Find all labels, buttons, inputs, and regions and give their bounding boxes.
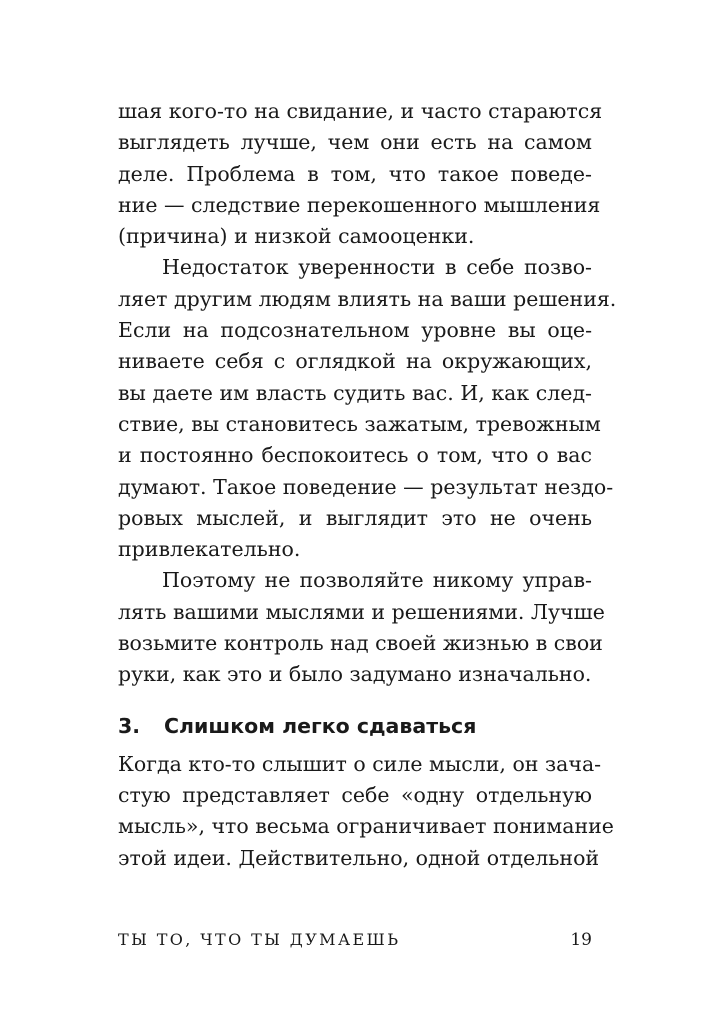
- text-line: деле. Проблема в том, что такое поведе-: [118, 161, 592, 186]
- page-number: 19: [570, 930, 592, 950]
- paragraph-1: [118, 96, 603, 252]
- text-line: привлекательно.: [118, 537, 301, 562]
- section-title: Слишком легко сдаваться: [164, 713, 477, 738]
- text-line: лять вашими мыслями и решениями. Лучше: [118, 599, 605, 624]
- text-line: руки, как это и было задумано изначально.: [118, 662, 592, 687]
- text-line: ние — следствие перекошенного мышления: [118, 192, 601, 217]
- text-line: мысль», что весьма ограничивает понимание: [118, 814, 614, 839]
- text-line: (причина) и низкой самооценки.: [118, 224, 475, 249]
- text-line: выглядеть лучше, чем они есть на самом: [118, 130, 592, 155]
- page-body: [118, 96, 617, 874]
- text-line: шая кого-то на свидание, и часто стараются: [118, 99, 603, 123]
- paragraph-3: [118, 565, 605, 690]
- running-title: ТЫ ТО, ЧТО ТЫ ДУМАЕШЬ: [118, 930, 401, 949]
- text-line: думают. Такое поведение — результат нездо-: [118, 474, 614, 499]
- text-line: Если на подсознательном уровне вы оце-: [118, 318, 592, 343]
- text-line: ниваете себя с оглядкой на окружающих,: [118, 349, 592, 374]
- text-line: Недостаток уверенности в себе позво-: [162, 255, 592, 280]
- text-line: ствие, вы становитесь зажатым, тревожным: [118, 411, 601, 436]
- text-line: ляет другим людям влиять на ваши решения.: [118, 286, 617, 311]
- text-line: Поэтому не позволяйте никому управ-: [162, 568, 592, 593]
- section-number: 3.: [118, 713, 141, 738]
- text-line: Когда кто-то слышит о силе мысли, он зача-: [118, 751, 602, 776]
- text-line: ровых мыслей, и выглядит это не очень: [118, 505, 592, 530]
- text-line: вы даете им власть судить вас. И, как след-: [118, 380, 592, 405]
- page-footer: [118, 928, 592, 952]
- text-line: стую представляет себе «одну отдельную: [118, 782, 592, 807]
- section-heading: [118, 713, 592, 739]
- paragraph-2: [118, 252, 617, 565]
- paragraph-4: [118, 749, 614, 874]
- text-line: и постоянно беспокоитесь о том, что о вас: [118, 443, 592, 468]
- text-line: этой идеи. Действительно, одной отдельной: [118, 845, 600, 870]
- text-line: возьмите контроль над своей жизнью в свои: [118, 631, 603, 656]
